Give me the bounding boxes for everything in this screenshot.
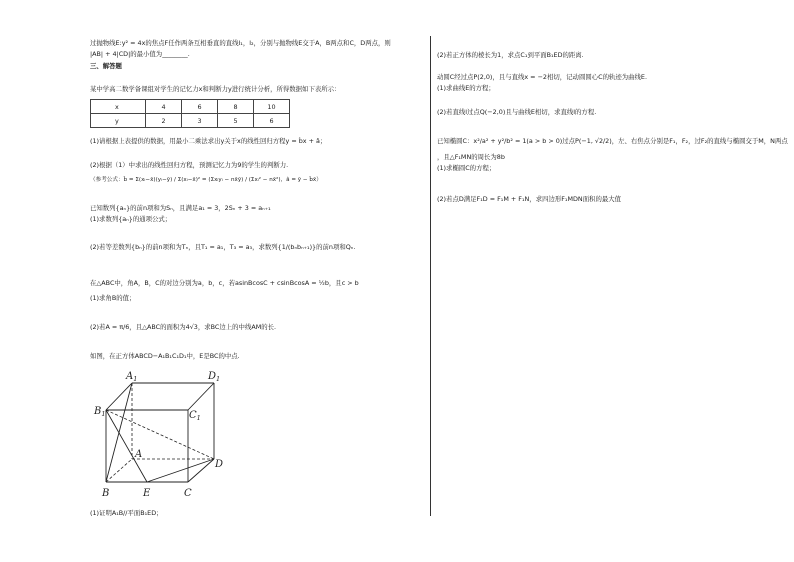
edge-c1d1 [188, 383, 214, 410]
parabola-question-line1: 过抛物线E:y² = 4x的焦点F任作两条互相垂直的直线l₁，l₂，分别与抛物线E交于A，B两点和C，D两点，则 [90, 39, 391, 47]
table-row [91, 114, 290, 128]
ellipse-question-intro-line2: ，且△F₁MN的周长为8b [437, 153, 505, 161]
stats-question-intro: 某中学高二数学备课组对学生的记忆力x和判断力y进行统计分析，所得数据如下表所示： [90, 85, 341, 93]
ellipse-question-2: (2)若点D满足F₁D = F₁M + F₁N，求四边形F₁MDN面积的最大值 [437, 195, 622, 203]
formula-a: ，â = ȳ − b̂x̄） [280, 177, 322, 183]
table-cell: 3 [182, 114, 218, 128]
stats-question-2: (2)根据（1）中求出的线性回归方程，预测记忆力为9的学生的判断力. [90, 161, 289, 169]
sequence-question-1: (1)求数列{aₙ}的通项公式； [90, 215, 172, 223]
table-cell: 10 [254, 100, 290, 114]
cube-question-1: (1)证明A₁B//平面B₁ED； [90, 509, 163, 517]
ellipse-question-intro-line1: 已知椭圆C：x²/a² + y²/b² = 1(a > b > 0)过点P(−1, √2/2)，左、右焦点分别是F₁，F₂，过F₂的直线与椭圆交于M，N两点 [437, 137, 788, 145]
label-b1: $B_1$ [94, 406, 106, 418]
table-cell: 6 [254, 114, 290, 128]
formula-b: b̂ = Σ(xᵢ−x̄)(yᵢ−ȳ) / Σ(xᵢ−x̄)² = (Σxᵢyᵢ − nx̄ȳ) / (Σxᵢ² − nx̄²) [123, 177, 281, 183]
table-cell: 5 [218, 114, 254, 128]
label-d: D [215, 459, 224, 470]
segment-a1b [106, 383, 132, 482]
table-cell: 2 [146, 114, 182, 128]
triangle-question-1: (1)求角B的值； [90, 294, 136, 302]
triangle-question-2: (2)若A = π/6，且△ABC的面积为4√3，求BC边上的中线AM的长. [90, 323, 277, 331]
table-cell: 8 [218, 100, 254, 114]
label-a1: $A_1$ [126, 371, 138, 383]
sequence-question-2: (2)若等差数列{bₙ}的前n项和为Tₙ，且T₁ = a₁，T₃ = a₃，求数列{1/(bₙbₙ₊₁)}的前n项和Qₙ. [90, 243, 356, 251]
cube-question-2: (2)若正方体的棱长为1，求点C₁到平面B₁ED的距离. [437, 51, 584, 59]
curve-question-2: (2)若直线l过点Q(−2,0)且与曲线E相切，求直线l的方程. [437, 108, 597, 116]
table-cell: 4 [146, 100, 182, 114]
formula-line [90, 176, 322, 184]
table-row-head: y [91, 114, 146, 128]
sequence-question-intro: 已知数列{aₙ}的前n项和为Sₙ，且满足a₁ = 3，2Sₙ + 3 = aₙ₊₁ [90, 204, 271, 212]
curve-question-1: (1)求曲线E的方程； [437, 84, 495, 92]
label-c1: $C_1$ [189, 410, 201, 422]
section-heading: 三、解答题 [90, 62, 122, 70]
stats-question-1: (1)请根据上表提供的数据，用最小二乘法求出y关于x的线性回归方程y = b̂x + â； [90, 137, 327, 145]
label-a: A [135, 449, 143, 460]
cube-figure [92, 366, 232, 506]
ellipse-question-1: (1)求椭圆C的方程； [437, 164, 496, 172]
table-row-head: x [91, 100, 146, 114]
curve-question-intro: 动圆C经过点P(2,0)，且与直线x = −2相切，记动圆圆心C的轨迹为曲线E. [437, 73, 647, 81]
label-c: C [184, 488, 192, 499]
segment-ed [147, 459, 214, 482]
data-table [90, 99, 290, 128]
label-e: E [143, 488, 151, 499]
segment-b1e [106, 410, 147, 482]
hidden-edge-ba [106, 459, 132, 482]
cube-question-intro: 如图，在正方体ABCD−A₁B₁C₁D₁中，E是BC的中点. [90, 352, 240, 360]
parabola-question-line2: |AB| + 4|CD|的最小值为________. [90, 50, 190, 58]
triangle-question-intro: 在△ABC中，角A，B，C的对边分别为a，b，c，若asinBcosC + csinBcosA = ½b，且c > b [90, 279, 359, 287]
label-b: B [102, 488, 110, 499]
column-divider [430, 36, 431, 516]
label-d1: $D_1$ [208, 371, 221, 383]
table-row [91, 100, 290, 114]
table-cell: 6 [182, 100, 218, 114]
edge-cd [188, 459, 214, 482]
formula-label: （参考公式： [90, 177, 124, 183]
